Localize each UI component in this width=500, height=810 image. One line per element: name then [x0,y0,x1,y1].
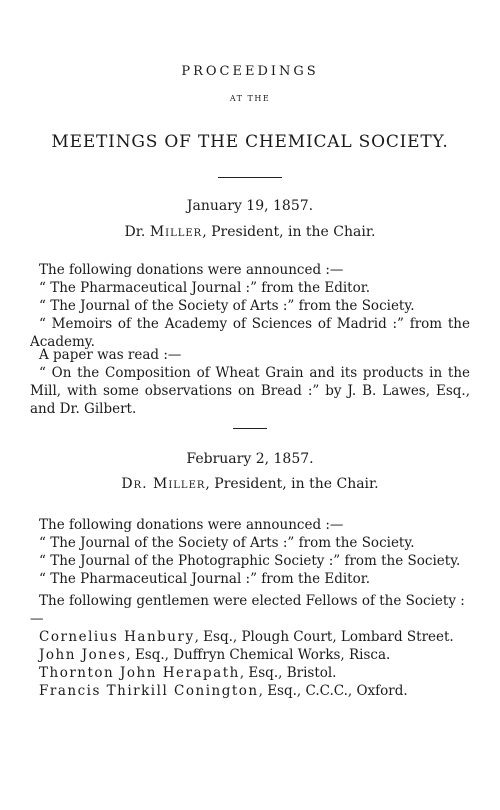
fellows-intro: The following gentlemen were elected Fellows of the Society :— [30,593,465,627]
fellow-entry [30,646,470,664]
fellow-name: Cornelius Hanbury [39,629,195,645]
fellow-entry [30,664,470,682]
chair-name: Miller [153,476,206,492]
meeting-1-donations [30,261,470,351]
meeting-2-donations [30,516,470,588]
donations-intro: The following donations were announced :— [39,517,344,533]
donation-item: “ Memoirs of the Academy of Sciences of Madrid :” from the Academy. [30,316,470,350]
meeting-2-fellows [30,592,470,700]
proceedings-heading: PROCEEDINGS [181,64,319,79]
fellow-detail: , Esq., Bristol. [239,665,337,681]
paper-intro: A paper was read :— [39,347,182,363]
section-rule [218,177,282,178]
meeting-2-chair [30,476,470,492]
fellow-detail: , Esq., Duffryn Chemical Works, Risca. [126,647,391,663]
chair-suffix: , President, in the Chair. [205,476,379,492]
fellow-name: John Jones [39,647,127,663]
at-the-heading: AT THE [229,94,271,103]
donation-item: “ The Pharmaceutical Journal :” from the Editor. [39,280,370,296]
donation-item: “ The Journal of the Society of Arts :” from the Society. [39,535,415,551]
paper-title: “ On the Composition of Wheat Grain and its products in the Mill, with some observations on Bread :” by J. B. Lawes, Esq., and Dr. Gilbert. [30,365,470,417]
donation-item: “ The Journal of the Photographic Society :” from the Society. [39,553,461,569]
fellow-detail: , Esq., Plough Court, Lombard Street. [194,629,454,645]
fellow-name: Francis Thirkill Conington [39,683,259,699]
meeting-1-date: January 19, 1857. [186,198,314,214]
fellow-name: Thornton John Herapath [39,665,240,681]
meeting-1-chair [30,224,470,240]
fellow-detail: , Esq., C.C.C., Oxford. [258,683,408,699]
chair-prefix: Dr. [121,476,153,492]
donation-item: “ The Journal of the Society of Arts :” from the Society. [39,298,415,314]
section-rule [233,428,267,429]
meeting-1-paper [30,346,470,418]
chair-prefix: Dr. [124,224,150,240]
chair-name: Miller [149,224,203,240]
chair-suffix: , President, in the Chair. [202,224,376,240]
donations-intro: The following donations were announced :— [39,262,344,278]
fellow-entry [30,628,470,646]
meeting-2-date: February 2, 1857. [186,451,314,467]
society-heading: MEETINGS OF THE CHEMICAL SOCIETY. [51,132,449,152]
donation-item: “ The Pharmaceutical Journal :” from the Editor. [39,571,370,587]
fellow-entry [30,682,470,700]
